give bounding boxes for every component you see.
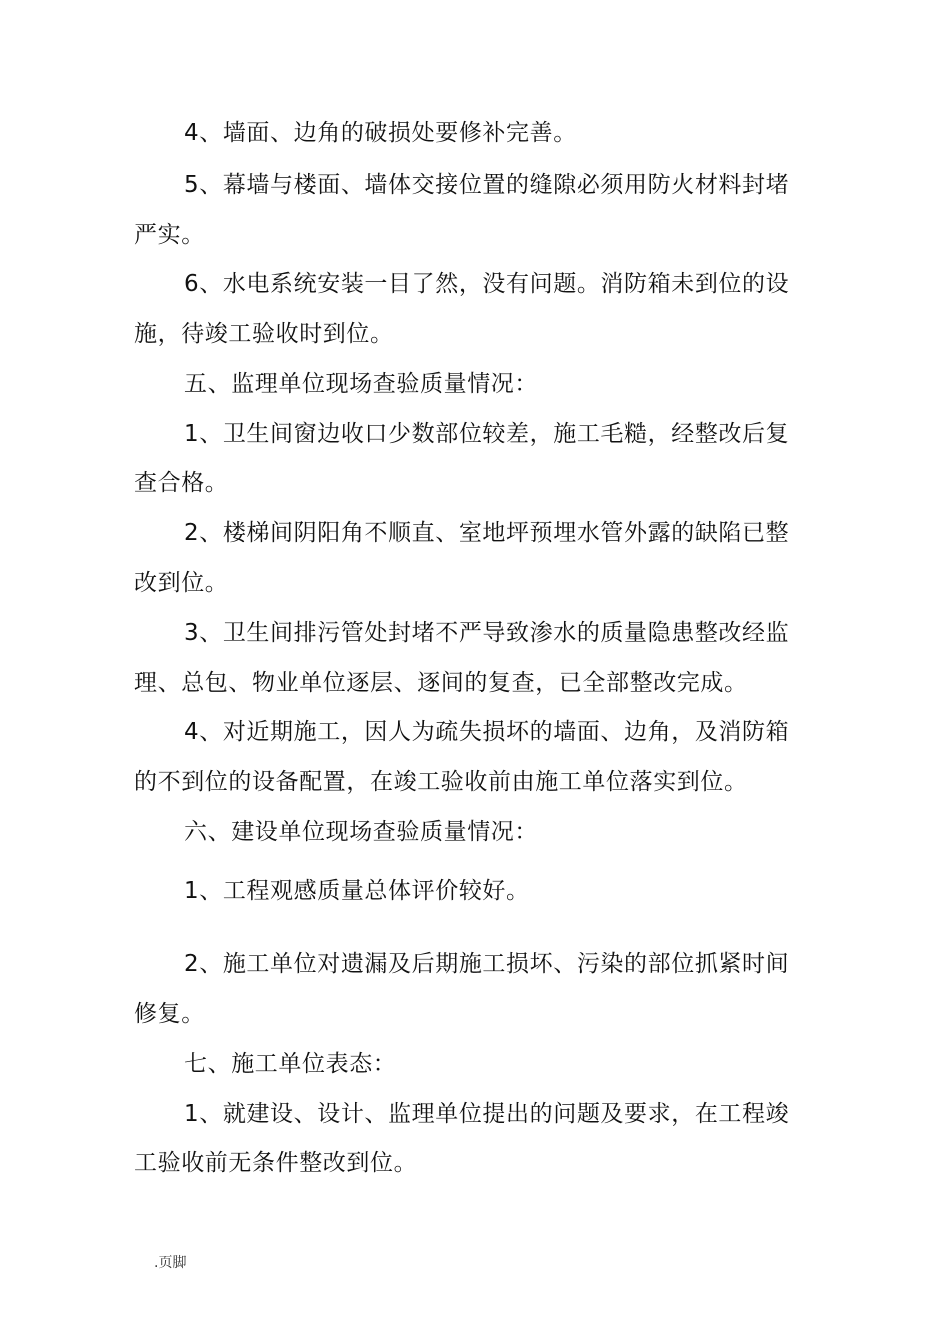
paragraph-line: 的不到位的设备配置，在竣工验收前由施工单位落实到位。 [134, 769, 748, 795]
section-heading: 五、监理单位现场查验质量情况： [184, 371, 538, 397]
paragraph-line: 查合格。 [134, 470, 229, 496]
paragraph-line: 修复。 [134, 1001, 205, 1027]
paragraph-line: 1、工程观感质量总体评价较好。 [184, 878, 530, 904]
paragraph-line: 2、施工单位对遗漏及后期施工损坏、污染的部位抓紧时间 [184, 951, 790, 977]
paragraph-line: 1、卫生间窗边收口少数部位较差，施工毛糙，经整改后复 [184, 421, 790, 447]
paragraph-line: 严实。 [134, 222, 205, 248]
paragraph-line: 1、就建设、设计、监理单位提出的问题及要求，在工程竣 [184, 1101, 790, 1127]
section-heading: 七、施工单位表态： [184, 1051, 397, 1077]
paragraph-line: 改到位。 [134, 570, 229, 596]
section-heading: 六、建设单位现场查验质量情况： [184, 819, 538, 845]
page-footer: .页脚 [154, 1255, 187, 1271]
paragraph-line: 6、水电系统安装一目了然，没有问题。消防箱未到位的设 [184, 271, 790, 297]
paragraph-line: 2、楼梯间阴阳角不顺直、室地坪预埋水管外露的缺陷已整 [184, 520, 790, 546]
paragraph-line: 4、对近期施工，因人为疏失损坏的墙面、边角，及消防箱 [184, 719, 790, 745]
paragraph-line: 3、卫生间排污管处封堵不严导致渗水的质量隐患整改经监 [184, 620, 790, 646]
paragraph-line: 理、总包、物业单位逐层、逐间的复查，已全部整改完成。 [134, 670, 748, 696]
paragraph-line: 5、幕墙与楼面、墙体交接位置的缝隙必须用防火材料封堵 [184, 172, 790, 198]
paragraph-line: 工验收前无条件整改到位。 [134, 1150, 418, 1176]
paragraph-line: 4、墙面、边角的破损处要修补完善。 [184, 120, 577, 146]
paragraph-line: 施，待竣工验收时到位。 [134, 321, 394, 347]
